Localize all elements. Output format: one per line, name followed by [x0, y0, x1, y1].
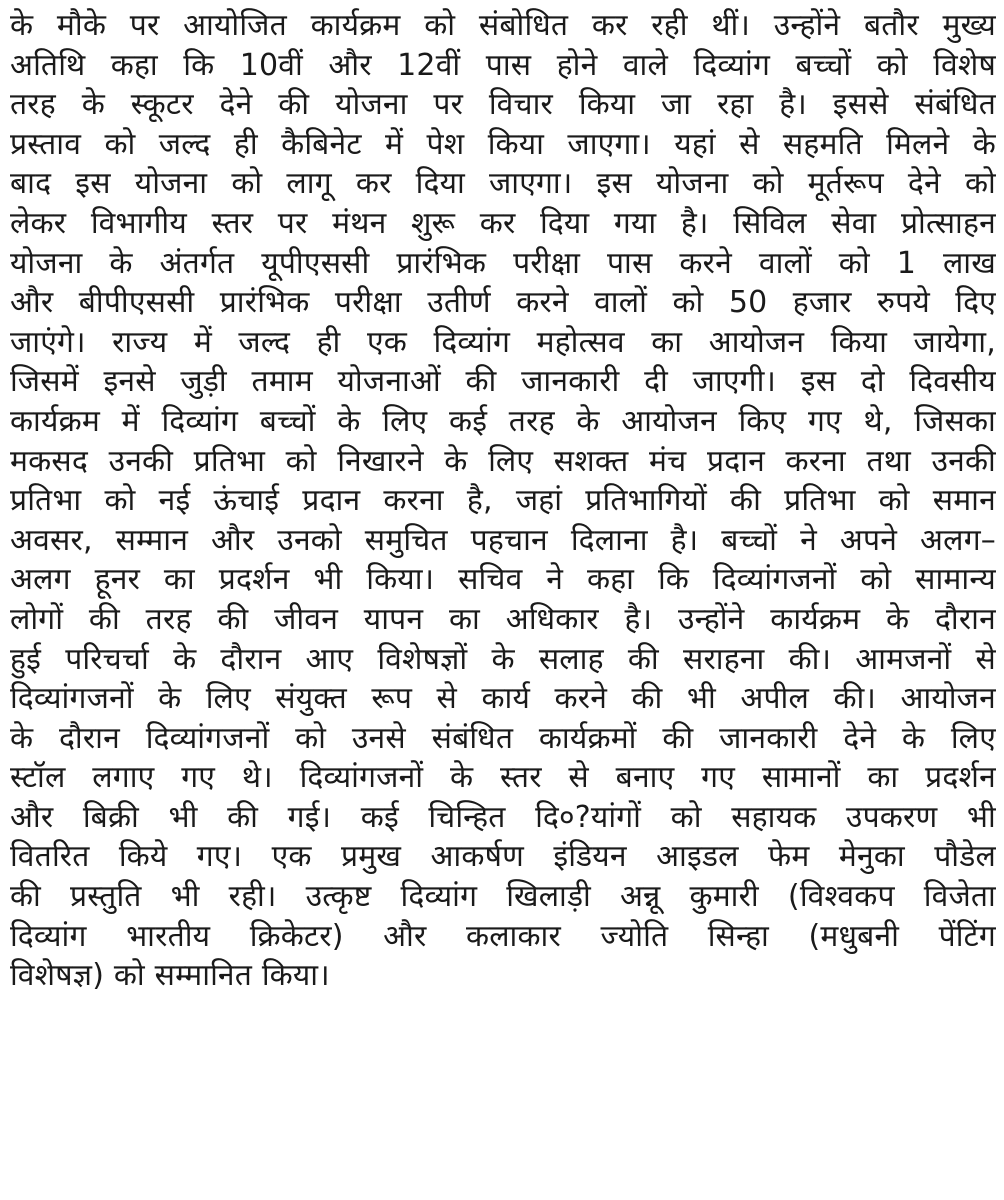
article-line-12: मकसद उनकी प्रतिभा को निखारने के लिए सशक्त मंच प्रदान करना तथा उनकी: [10, 443, 996, 479]
article-line-13: प्रतिभा को नई ऊंचाई प्रदान करना है, जहां प्रतिभागियों की प्रतिभा को समान: [10, 483, 996, 519]
article-line-19: के दौरान दिव्यांगजनों को उनसे संबंधित कार्यक्रमों की जानकारी देने के लिए: [10, 720, 996, 756]
article-line-14: अवसर, सम्मान और उनको समुचित पहचान दिलाना है। बच्चों ने अपने अलग–: [10, 522, 996, 558]
article-line-25: विशेषज्ञ) को सम्मानित किया।: [10, 958, 330, 994]
article-line-10: जिसमें इनसे जुड़ी तमाम योजनाओं की जानकारी दी जाएगी। इस दो दिवसीय: [10, 364, 996, 400]
article-line-5: बाद इस योजना को लागू कर दिया जाएगा। इस योजना को मूर्तरूप देने को: [10, 166, 996, 202]
article-line-22: वितरित किये गए। एक प्रमुख आकर्षण इंडियन आइडल फेम मेनुका पौडेल: [10, 839, 996, 875]
article-line-23: की प्रस्तुति भी रही। उत्कृष्ट दिव्यांग खिलाड़ी अन्नू कुमारी (विश्वकप विजेता: [10, 879, 996, 915]
article-line-1: के मौके पर आयोजित कार्यक्रम को संबोधित कर रही थीं। उन्होंने बतौर मुख्य: [10, 8, 996, 43]
article-line-17: हुई परिचर्चा के दौरान आए विशेषज्ञों के सलाह की सराहना की। आमजनों से: [10, 641, 996, 677]
article-line-4: प्रस्ताव को जल्द ही कैबिनेट में पेश किया जाएगा। यहां से सहमति मिलने के: [10, 126, 996, 162]
article-line-3: तरह के स्कूटर देने की योजना पर विचार किया जा रहा है। इससे संबंधित: [10, 87, 996, 123]
article-line-24: दिव्यांग भारतीय क्रिकेटर) और कलाकार ज्योति सिन्हा (मधुबनी पेंटिंग: [10, 918, 996, 954]
article-line-2: अतिथि कहा कि 10वीं और 12वीं पास होने वाले दिव्यांग बच्चों को विशेष: [10, 47, 996, 83]
article-line-20: स्टॉल लगाए गए थे। दिव्यांगजनों के स्तर से बनाए गए सामानों का प्रदर्शन: [10, 760, 996, 796]
article-line-6: लेकर विभागीय स्तर पर मंथन शुरू कर दिया गया है। सिविल सेवा प्रोत्साहन: [10, 205, 996, 241]
article-line-9: जाएंगे। राज्य में जल्द ही एक दिव्यांग महोत्सव का आयोजन किया जायेगा,: [10, 324, 996, 360]
article-line-21: और बिक्री भी की गई। कई चिन्हित दि०?यांगों को सहायक उपकरण भी: [10, 799, 996, 835]
article-line-18: दिव्यांगजनों के लिए संयुक्त रूप से कार्य करने की भी अपील की। आयोजन: [10, 681, 996, 717]
article-line-7: योजना के अंतर्गत यूपीएससी प्रारंभिक परीक्षा पास करने वालों को 1 लाख: [10, 245, 996, 281]
article-line-15: अलग हूनर का प्रदर्शन भी किया। सचिव ने कहा कि दिव्यांगजनों को सामान्य: [10, 562, 996, 598]
article-line-11: कार्यक्रम में दिव्यांग बच्चों के लिए कई तरह के आयोजन किए गए थे, जिसका: [10, 403, 996, 439]
article-line-16: लोगों की तरह की जीवन यापन का अधिकार है। उन्होंने कार्यक्रम के दौरान: [10, 601, 996, 637]
article-line-8: और बीपीएससी प्रारंभिक परीक्षा उतीर्ण करने वालों को 50 हजार रुपये दिए: [10, 285, 996, 321]
article-body: [10, 6, 996, 996]
